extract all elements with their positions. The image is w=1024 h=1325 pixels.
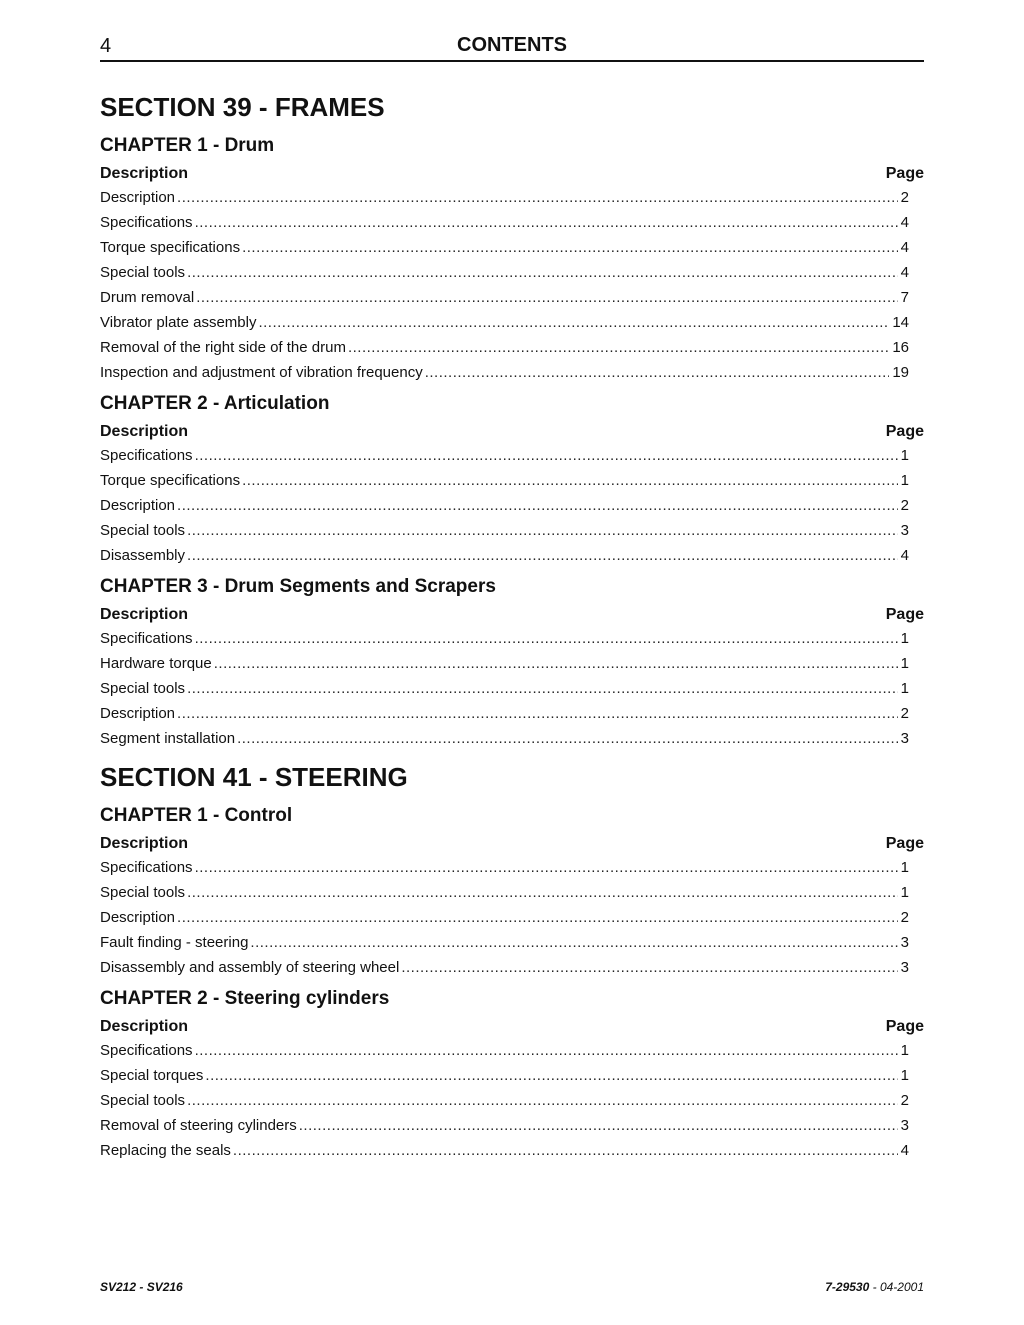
toc-entry <box>100 285 909 310</box>
column-header-page: Page <box>885 835 924 852</box>
toc-entry <box>100 310 909 335</box>
toc-entry <box>100 1038 909 1063</box>
toc-entry <box>100 1113 909 1138</box>
toc-entry <box>100 210 909 235</box>
chapter-block <box>100 803 924 980</box>
toc-entry-page: 1 <box>900 1067 909 1084</box>
toc-entry <box>100 335 909 360</box>
chapter-title: CHAPTER 2 - Articulation <box>100 393 330 414</box>
toc-entry-label: Special tools <box>100 884 186 901</box>
dot-leader <box>195 443 898 468</box>
toc-entry <box>100 1088 909 1113</box>
toc-entry-page: 14 <box>892 314 909 331</box>
dot-leader <box>187 676 898 701</box>
section-title: SECTION 41 - STEERING <box>100 762 408 792</box>
footer-doc-info: 7-29530 - 04-2001 <box>825 1280 924 1294</box>
toc-entry <box>100 905 909 930</box>
dot-leader <box>242 468 898 493</box>
toc-entry <box>100 543 909 568</box>
toc-entry <box>100 185 909 210</box>
toc-entry <box>100 468 909 493</box>
column-header-description: Description <box>100 835 189 852</box>
toc-entry <box>100 518 909 543</box>
dot-leader <box>195 626 898 651</box>
column-header <box>100 602 924 626</box>
toc-entry-label: Special tools <box>100 264 186 281</box>
toc-entry <box>100 651 909 676</box>
page-number: 4 <box>100 35 112 57</box>
toc-entry <box>100 880 909 905</box>
toc-entry-label: Special torques <box>100 1067 204 1084</box>
column-header-description: Description <box>100 165 189 182</box>
dot-leader <box>177 493 898 518</box>
toc-entry-label: Specifications <box>100 447 193 464</box>
toc-entry-label: Replacing the seals <box>100 1142 231 1159</box>
chapter-title: CHAPTER 1 - Drum <box>100 135 275 156</box>
footer-models: SV212 - SV216 <box>100 1280 183 1294</box>
toc-entry-page: 4 <box>900 1142 909 1159</box>
chapter-block <box>100 391 924 568</box>
dot-leader <box>187 260 898 285</box>
chapter-block <box>100 986 924 1163</box>
toc-entry-page: 1 <box>900 472 909 489</box>
toc-entry-page: 1 <box>900 680 909 697</box>
dot-leader <box>177 905 898 930</box>
toc-entry-label: Special tools <box>100 680 186 697</box>
toc-entry-label: Description <box>100 497 176 514</box>
dot-leader <box>233 1138 898 1163</box>
toc-entry-page: 2 <box>900 705 909 722</box>
dot-leader <box>187 880 898 905</box>
dot-leader <box>401 955 897 980</box>
dot-leader <box>205 1063 897 1088</box>
toc-entry <box>100 955 909 980</box>
table-of-contents <box>100 90 924 1163</box>
toc-entry-page: 2 <box>900 1092 909 1109</box>
toc-entry-page: 16 <box>892 339 909 356</box>
toc-entry-label: Removal of the right side of the drum <box>100 339 346 356</box>
toc-entry <box>100 701 909 726</box>
toc-entry-page: 1 <box>900 447 909 464</box>
toc-entry-page: 1 <box>900 630 909 647</box>
toc-entry-label: Specifications <box>100 630 193 647</box>
dot-leader <box>299 1113 898 1138</box>
toc-entry-page: 1 <box>900 1042 909 1059</box>
toc-entry-label: Torque specifications <box>100 472 241 489</box>
column-header <box>100 161 924 185</box>
column-header-description: Description <box>100 1018 189 1035</box>
toc-entry-page: 1 <box>900 655 909 672</box>
dot-leader <box>195 1038 898 1063</box>
toc-entry-label: Description <box>100 705 176 722</box>
chapter-block <box>100 574 924 751</box>
toc-entry-label: Specifications <box>100 859 193 876</box>
toc-entry-page: 1 <box>900 884 909 901</box>
chapter-block <box>100 133 924 385</box>
column-header-page: Page <box>885 1018 924 1035</box>
column-header-description: Description <box>100 606 189 623</box>
toc-entry-label: Removal of steering cylinders <box>100 1117 297 1134</box>
column-header <box>100 831 924 855</box>
chapter-title: CHAPTER 3 - Drum Segments and Scrapers <box>100 576 496 597</box>
toc-entry-page: 19 <box>892 364 909 381</box>
toc-entry <box>100 726 909 751</box>
dot-leader <box>195 210 898 235</box>
column-header-description: Description <box>100 423 189 440</box>
footer-doc-number: 7-29530 <box>825 1280 870 1294</box>
dot-leader <box>258 310 889 335</box>
toc-entry <box>100 676 909 701</box>
toc-entry-label: Fault finding - steering <box>100 934 249 951</box>
toc-entry-page: 4 <box>900 214 909 231</box>
toc-entry-label: Description <box>100 189 176 206</box>
toc-entry-page: 3 <box>900 522 909 539</box>
toc-entry-page: 4 <box>900 264 909 281</box>
toc-entry-label: Disassembly and assembly of steering wheel <box>100 959 400 976</box>
toc-entry-label: Hardware torque <box>100 655 212 672</box>
toc-entry-page: 4 <box>900 239 909 256</box>
dot-leader <box>187 1088 898 1113</box>
dot-leader <box>214 651 898 676</box>
toc-entry-page: 1 <box>900 859 909 876</box>
toc-entry <box>100 930 909 955</box>
toc-entry-label: Torque specifications <box>100 239 241 256</box>
column-header-page: Page <box>885 606 924 623</box>
chapter-title: CHAPTER 1 - Control <box>100 805 293 826</box>
toc-entry <box>100 626 909 651</box>
toc-entry-label: Disassembly <box>100 547 186 564</box>
toc-entry-label: Special tools <box>100 522 186 539</box>
toc-entry <box>100 260 909 285</box>
column-header-page: Page <box>885 165 924 182</box>
column-header <box>100 1014 924 1038</box>
dot-leader <box>237 726 898 751</box>
toc-entry-page: 2 <box>900 497 909 514</box>
dot-leader <box>425 360 890 385</box>
toc-entry-label: Inspection and adjustment of vibration frequency <box>100 364 423 381</box>
page-title: CONTENTS <box>457 34 567 56</box>
toc-entry <box>100 443 909 468</box>
toc-entry <box>100 1138 909 1163</box>
toc-entry-page: 3 <box>900 1117 909 1134</box>
dot-leader <box>348 335 889 360</box>
toc-entry-label: Drum removal <box>100 289 195 306</box>
column-header-page: Page <box>885 423 924 440</box>
toc-entry <box>100 493 909 518</box>
toc-entry-label: Specifications <box>100 214 193 231</box>
toc-entry-label: Specifications <box>100 1042 193 1059</box>
toc-entry <box>100 1063 909 1088</box>
dot-leader <box>187 518 898 543</box>
toc-entry-page: 4 <box>900 547 909 564</box>
page-header <box>100 32 924 62</box>
dot-leader <box>250 930 897 955</box>
toc-entry-page: 3 <box>900 959 909 976</box>
toc-entry-label: Segment installation <box>100 730 236 747</box>
toc-entry-page: 3 <box>900 934 909 951</box>
dot-leader <box>187 543 898 568</box>
toc-entry-page: 7 <box>900 289 909 306</box>
footer-date: 04-2001 <box>879 1280 924 1294</box>
toc-entry-page: 3 <box>900 730 909 747</box>
chapter-title: CHAPTER 2 - Steering cylinders <box>100 988 390 1009</box>
section-title: SECTION 39 - FRAMES <box>100 92 385 122</box>
toc-entry-label: Special tools <box>100 1092 186 1109</box>
dot-leader <box>177 185 898 210</box>
column-header <box>100 419 924 443</box>
dot-leader <box>242 235 898 260</box>
toc-entry <box>100 360 909 385</box>
toc-entry-label: Description <box>100 909 176 926</box>
toc-entry <box>100 855 909 880</box>
toc-entry-label: Vibrator plate assembly <box>100 314 257 331</box>
dot-leader <box>195 855 898 880</box>
toc-entry-page: 2 <box>900 909 909 926</box>
page-footer <box>100 1280 924 1298</box>
toc-entry <box>100 235 909 260</box>
dot-leader <box>177 701 898 726</box>
dot-leader <box>196 285 897 310</box>
toc-entry-page: 2 <box>900 189 909 206</box>
